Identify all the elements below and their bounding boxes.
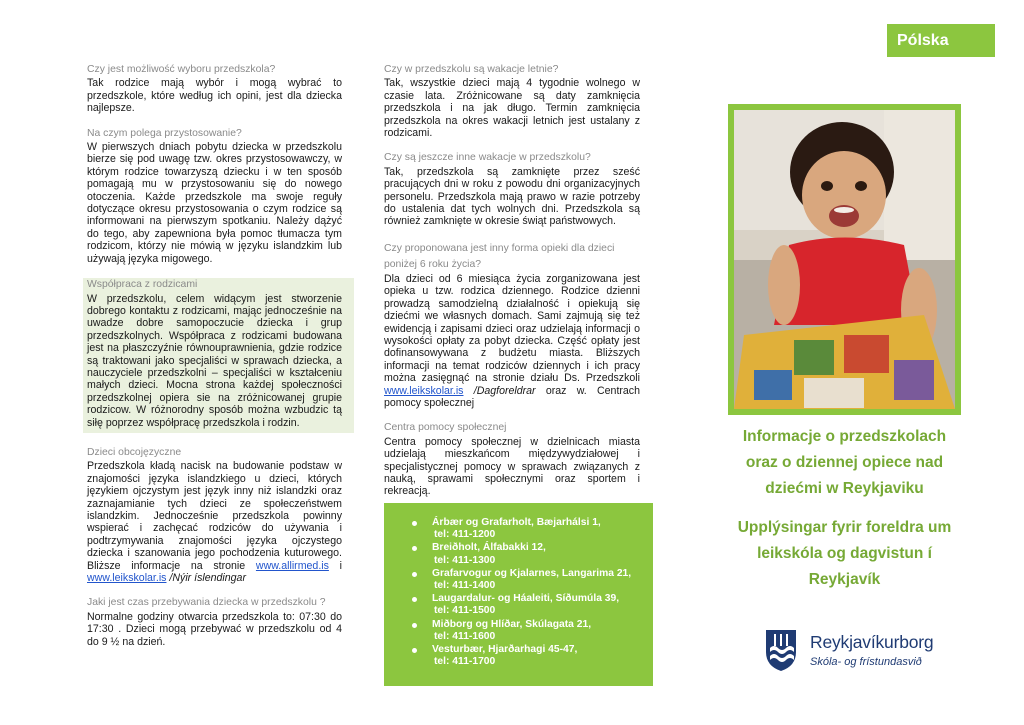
bullet-icon: [412, 521, 417, 526]
left-column: [87, 64, 342, 661]
list-item: Miðborg og Hlíðar, Skúlagata 21, tel: 411-1600: [408, 619, 643, 643]
leikskolar-link[interactable]: www.leikskolar.is: [384, 384, 464, 397]
section-hours: [87, 597, 342, 648]
section-parent-cooperation: [83, 278, 354, 433]
logo-name: Reykjavíkurborg: [810, 632, 934, 652]
reykjavik-logo: [764, 628, 964, 678]
title-polish: Informacje o przedszkolach oraz o dziennej opiece nad dziećmi w Reykjaviku: [742, 428, 947, 497]
section-adaptation: [87, 128, 342, 265]
section-text: Przedszkola kładą nacisk na budowanie podstaw w znajomości języka islandzkiego u dzieci, których językiem ojczystym jest język inny niż islandzki oraz zaznajamianie tych dzieci ze społeczeństwem islandzkim. Jednocześnie przedszkola powinny wspierać i zachęcać rodziców do używania i podtrzymywania znajomości języka ojczystego dziecka i szanowania jego pochodzenia kuturowego. Bliższe informacje na stronie www.allirmed.is i www.leikskolar.is /Nýir íslendingar: [87, 460, 342, 585]
bullet-icon: [412, 597, 417, 602]
section-summer-holidays: [384, 64, 640, 139]
section-choice: [87, 64, 342, 115]
section-heading: Czy w przedszkolu są wakacje letnie?: [384, 64, 559, 75]
child-photo: [734, 110, 955, 409]
bullet-icon: [412, 572, 417, 577]
title-icelandic: Upplýsingar fyrir foreldra um leikskóla og dagvistun í Reykjavík: [737, 519, 952, 588]
bullet-icon: [412, 648, 417, 653]
language-label: Pólska: [887, 24, 995, 57]
section-foreign-language-children: [87, 447, 342, 584]
section-text: Tak rodzice mają wybór i mogą wybrać to przedszkole, które według ich opini, jest dla dziecka najlepsze.: [87, 77, 342, 115]
list-item: Laugardalur- og Háaleiti, Síðumúla 39, tel: 411-1500: [408, 593, 643, 617]
section-text: W przedszkolu, celem widącym jest stworzenie dobrego kontaktu z rodzicami, mając jednocześnie na uwadze dobre samopoczucie dziecka i grup przedszkolnych. Współpraca z rodzicami budowana jest na płaszczyźnie równouprawnienia, gdzie rodzice są traktowani jako specjaliści w sprawach dziecka, a nauczyciele przedszkolni – specjaliści w kształceniu małych dzieci. Mocna strona każdej społeczności przedszkolnej opiera sie na zróżnicowanej grupie rodzicow. W różnorodny sposób można wzbudzic tą siłę poprzez współpracę przedszkola i rodzin.: [87, 292, 342, 429]
section-text: Centra pomocy społecznej w dzielnicach miasta udzielają mieszkańcom międzywydziałowej i specjalistycznej pomocy w sprawach związanych z nauką, sprawami społecznymi oraz sportem i rekreacją.: [384, 435, 640, 498]
section-heading: Czy są jeszcze inne wakacje w przedszkolu?: [384, 152, 591, 164]
section-text: Dla dzieci od 6 miesiąca życia zorganizowana jest opieka u tzw. rodzica dziennego. Rodzice dzienni prowadzą samodzielną działalność i opiekują się dziećmi we własnych domach. Sami zajmują się też ewidencją i zapisami dzieci oraz udzielają informacji o wysokości opłaty za pobyt dziecka. Część opłaty jest dofinansowywana z budżetu miasta. Bliższych informacji na temat rodziców dziennych i ich pracy można zasięgnąć na stronie działu Ds. Przedszkoli www.leikskolar.is /Dagforeldrar oraz w. Centrach pomocy społecznej: [384, 272, 640, 409]
list-item: Árbær og Grafarholt, Bæjarhálsi 1, tel: 411-1200: [408, 517, 643, 541]
section-heading: Centra pomocy społecznej: [384, 422, 507, 434]
photo-frame: [728, 104, 961, 415]
section-other-holidays: [384, 152, 640, 227]
list-item: Grafarvogur og Kjalarnes, Langarima 21, tel: 411-1400: [408, 568, 643, 592]
section-text: Tak, wszystkie dzieci mają 4 tygodnie wolnego w czasie lata. Zróżnicowane są daty zamknięcia przedszkola i na jak długo. Termin zamknięcia przedszkola na okres wakacji letnich jest ustalany z rodzicami.: [384, 77, 640, 140]
section-heading: Dzieci obcojęzyczne: [87, 446, 182, 458]
section-text: Normalne godziny otwarcia przedszkola to: 07:30 do 17:30 . Dzieci mogą przebywać w przedszkolu od 4 do 9 ½ na dzień.: [87, 610, 342, 648]
list-item: Vesturbær, Hjarðarhagi 45-47, tel: 411-1700: [408, 644, 643, 668]
section-heading: Współpraca z rodzicami: [87, 279, 198, 291]
service-centers-box: [384, 503, 653, 686]
section-service-centers: [384, 422, 640, 497]
section-heading: Na czym polega przystosowanie?: [87, 127, 242, 139]
section-text: W pierwszych dniach pobytu dziecka w przedszkolu bierze się pod uwagę tzw. okres przystosowawczy, w którym rodzice towarzyszą dziecku i w ten sposób pomagają mu w przystosowaniu się do nowego otoczenia. Każde przedszkole ma swoje reguły dotyczące okresu przystosowania o czym rodzice są informowani na pierwszym spotkaniu. Należy dążyć do tego, aby zapewniona była pomoc tłumacza tym rodzicom, którzy nie mówią w języku islandzkim lub używają języka migowego.: [87, 141, 342, 265]
section-other-care: [384, 241, 640, 409]
section-text: Tak, przedszkola są zamknięte przez sześć pracujących dni w roku z powodu dni organizacyjnych personelu. Przedszkola mają prawo w razie potrzeby do ustalenia dat tych wolnych dni. Przedszkola są również zamknięte w okresie świąt państwowych.: [384, 165, 640, 228]
section-heading: Jaki jest czas przebywania dziecka w przedszkolu ?: [87, 597, 326, 609]
bullet-icon: [412, 623, 417, 628]
middle-column: [384, 64, 640, 511]
bullet-icon: [412, 546, 417, 551]
service-centers-list: [408, 517, 643, 668]
section-heading: Czy proponowana jest inny forma opieki dla dzieci poniżej 6 roku życia?: [384, 242, 615, 270]
logo-subtitle: Skóla- og frístundasvið: [810, 656, 922, 668]
leikskolar-link[interactable]: www.leikskolar.is: [87, 572, 167, 585]
list-item: Breiðholt, Álfabakki 12, tel: 411-1300: [408, 542, 643, 566]
allirmed-link[interactable]: www.allirmed.is: [255, 559, 329, 572]
section-heading: Czy jest możliwość wyboru przedszkola?: [87, 64, 276, 75]
reykjavik-shield-icon: [764, 628, 798, 672]
